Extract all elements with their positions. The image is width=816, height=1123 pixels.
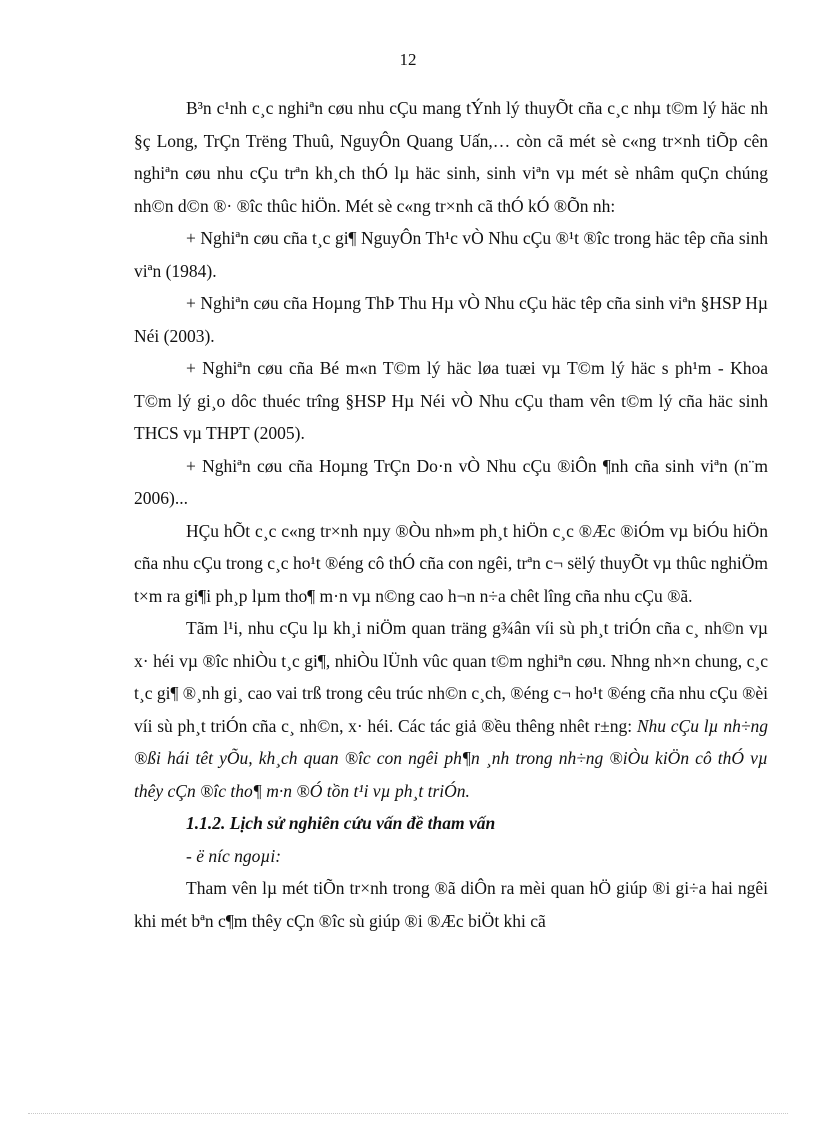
conclusion-text: Tãm l¹i, nhu cÇu lµ kh¸i niÖm quan träng g¾ân víi sù ph¸t triÓn cña c¸ nh©n vµ x· héi vµ ®îc nhiÒu t¸c gi¶, nhiÒu lÜnh vûc quan t©m nghiªn cøu. Nhng nh×n chung, c¸c t¸c gi¶ ®¸nh gi¸ cao vai trß trong cêu trúc nh©n c¸ch, ®éng c¬ ho¹t ®éng cña nhu cÇu ®èi víi sù ph¸t triÓn cña c¸ nh©n, x· héi. Các tác giả ®ều thêng nhêt r±ng: (134, 618, 768, 736)
page-bottom-divider (28, 1113, 788, 1114)
section-heading: 1.1.2. Lịch sử nghiên cứu vấn đề tham vấn (186, 813, 496, 833)
paragraph-study-1984: + Nghiªn cøu cña t¸c gi¶ NguyÔn Th¹c vÒ Nhu cÇu ®¹t ®îc trong häc têp cña sinh viªn (1984). (134, 228, 768, 281)
paragraph-study-2006: + Nghiªn cøu cña Hoµng TrÇn Do·n vÒ Nhu cÇu ®iÔn ¶nh cña sinh viªn (n¨m 2006)... (134, 455, 768, 508)
paragraph-study-2005: + Nghiªn cøu cña Bé m«n T©m lý häc løa tuæi vµ T©m lý häc s ph¹m - Khoa T©m lý gi¸o dôc thuéc trîng §HSP Hµ Néi vÒ Nhu cÇu tham vên t©m lý cña häc sinh THCS vµ THPT (2005). (134, 358, 768, 443)
paragraph-conclusion (134, 612, 768, 807)
definition-quote: Nhu cÇu lµ nh÷ng ®ßi hái têt yÕu, kh¸ch quan ®îc con ngêi ph¶n ¸nh trong nh÷ng ®iÒu kiÖn cô thÓ vµ thêy cÇn ®îc tho¶ m·n ®Ó tồn t¹i vµ ph¸t triÓn. (134, 715, 768, 801)
paragraph-overview: B³n c¹nh c¸c nghiªn cøu nhu cÇu mang tÝnh lý thuyÕt cña c¸c nhµ t©m lý häc nh §ç Long, TrÇn Trëng Thuû, NguyÔn Quang Uấn,… còn cã mét sè c«ng tr×nh tiÕp cên nghiªn cøu nhu cÇu trªn kh¸ch thÓ lµ häc sinh, sinh viªn vµ mét sè nhâm quÇn chúng nh©n d©n ®· ®îc thûc hiÖn. Mét sè c«ng tr×nh cã thÓ kÓ ®Õn nh: (134, 98, 768, 216)
sub-heading: - ë níc ngoµi: (186, 845, 282, 866)
document-body (134, 92, 768, 937)
paragraph-counseling: Tham vên lµ mét tiÕn tr×nh trong ®ã diÔn ra mèi quan hÖ giúp ®i gi÷a hai ngêi khi mét bªn c¶m thêy cÇn ®îc sù giúp ®i ®Æc biÖt khi cã (134, 878, 768, 931)
paragraph-study-2003: + Nghiªn cøu cña Hoµng ThÞ Thu Hµ vÒ Nhu cÇu häc têp cña sinh viªn §HSP Hµ Néi (2003). (134, 293, 768, 346)
paragraph-summary: HÇu hÕt c¸c c«ng tr×nh nµy ®Òu nh»m ph¸t hiÖn c¸c ®Æc ®iÓm vµ biÓu hiÖn cña nhu cÇu trong c¸c ho¹t ®éng cô thÓ cña con ngêi, trªn c¬ sëlý thuyÕt vµ thûc nghiÖm t×m ra gi¶i ph¸p lµm tho¶ m·n vµ n©ng cao h¬n n÷a chêt lîng cña nhu cÇu ®ã. (134, 520, 768, 606)
page-number: 12 (399, 50, 417, 69)
